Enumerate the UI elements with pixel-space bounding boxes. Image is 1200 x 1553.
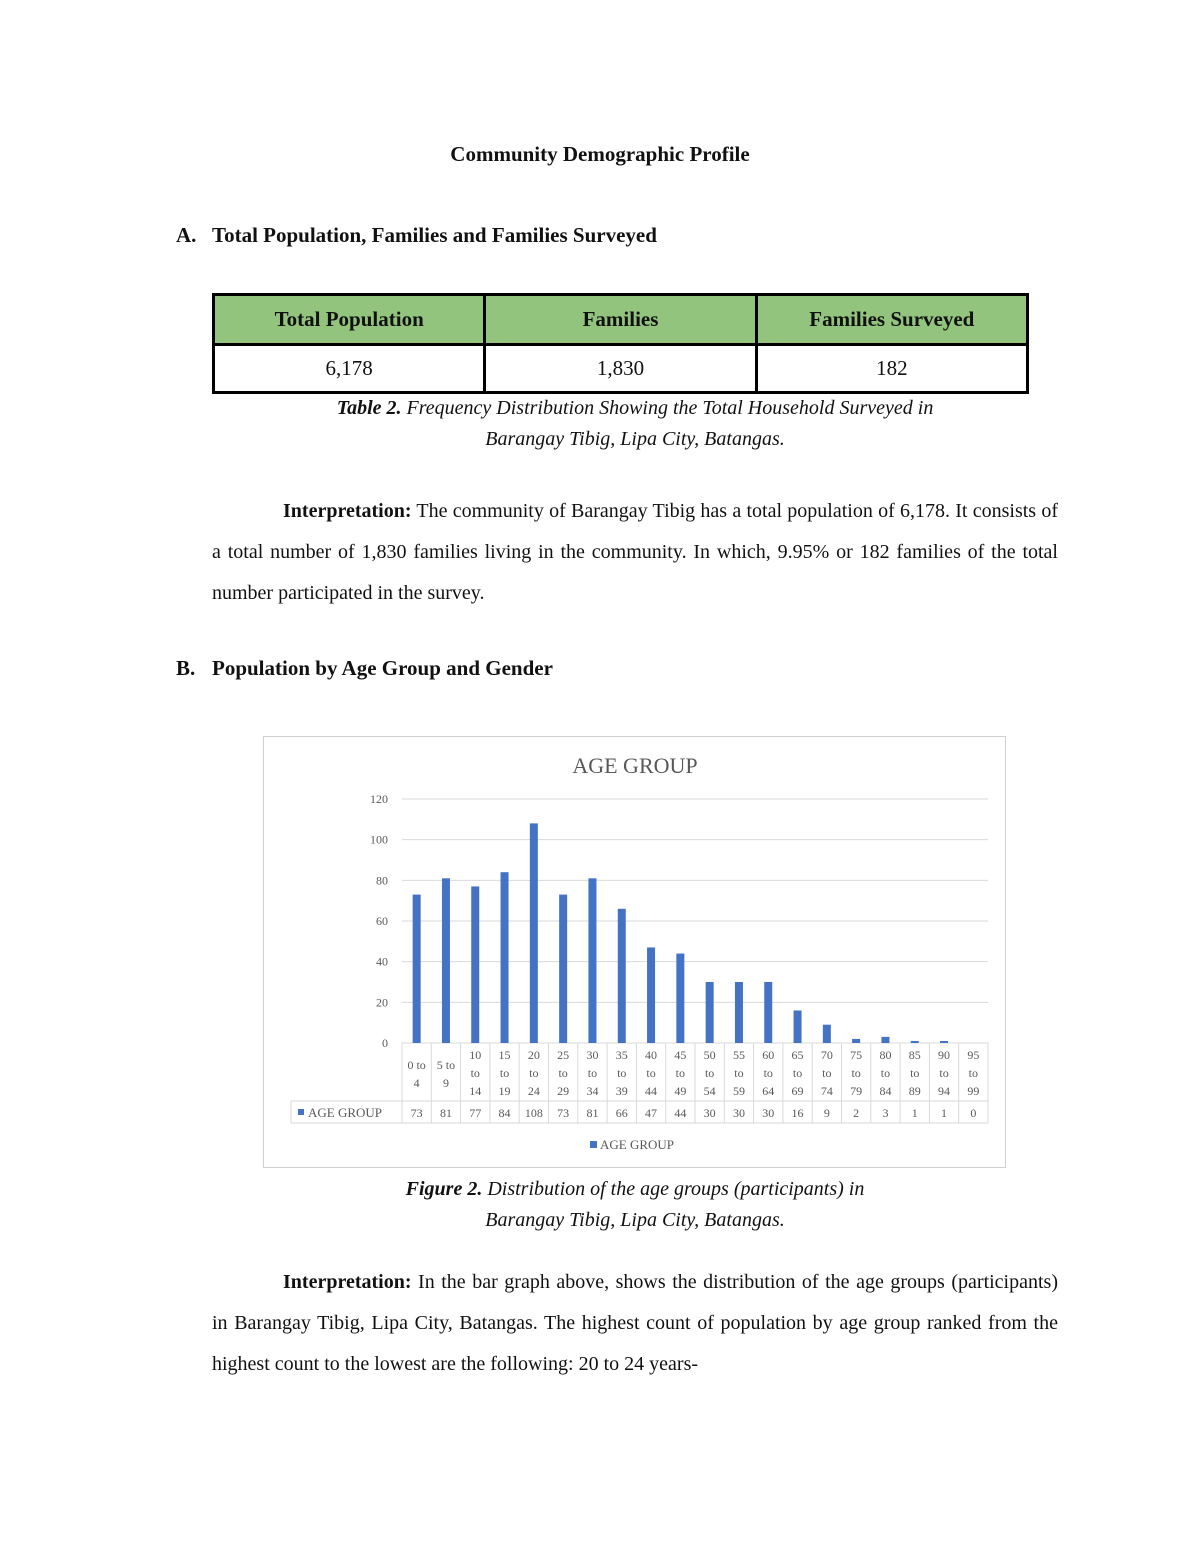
x-tick-label: to [646,1066,656,1080]
interpretation-paragraph-2 [212,1262,1058,1385]
figure-caption-line1: Distribution of the age groups (participants) in [482,1178,865,1200]
x-tick-label: 39 [615,1084,628,1098]
bar [940,1041,948,1043]
y-tick-label: 100 [370,832,388,847]
x-tick-label: 30 [586,1048,599,1062]
data-label: 1 [911,1106,918,1120]
bar [442,878,450,1043]
x-tick-label: to [851,1066,861,1080]
bar [706,982,714,1043]
x-tick-label: 54 [703,1084,716,1098]
x-tick-label: 79 [850,1084,863,1098]
figure-caption [0,1174,1200,1236]
section-a-heading [176,223,657,248]
x-tick-label: 35 [615,1048,628,1062]
x-tick-label: 10 [469,1048,482,1062]
table-series-label: AGE GROUP [308,1105,383,1120]
x-tick-label: 89 [908,1084,921,1098]
x-tick-label: 19 [498,1084,511,1098]
y-tick-label: 60 [376,914,388,928]
interpretation-label: Interpretation: [283,500,412,522]
bar [911,1041,919,1043]
x-tick-label: to [880,1066,891,1080]
legend-key-table [298,1109,304,1115]
x-tick-label: to [822,1066,832,1080]
bar [881,1037,889,1043]
bar [647,947,655,1043]
interpretation-text: In the bar graph above, shows the distribution of the age groups (participants) in Barangay Tibig, Lipa City, Batangas. The highest count of population by age group ranked from the highest count to the lowest are the following: 20 to 24 years- [212,1271,1058,1375]
x-tick-label: to [968,1066,979,1080]
x-tick-label: 94 [938,1084,951,1098]
x-tick-label: 20 [527,1048,540,1062]
x-tick-label: 69 [791,1084,804,1098]
data-label: 0 [970,1106,977,1120]
y-tick-label: 20 [376,995,388,1010]
section-b-title: Population by Age Group and Gender [212,656,553,680]
x-tick-label: 59 [732,1084,745,1098]
data-label: 73 [557,1106,570,1120]
data-label: 81 [586,1106,599,1120]
x-tick-label: 29 [557,1084,570,1098]
x-tick-label: 64 [762,1084,775,1098]
x-tick-label: 5 to [436,1058,456,1072]
header-families-surveyed: Families Surveyed [756,295,1027,345]
x-tick-label: 9 [442,1076,449,1090]
x-tick-label: to [558,1066,568,1080]
x-tick-label: 74 [820,1084,833,1098]
bar [735,982,743,1043]
x-tick-label: to [910,1066,920,1080]
section-b-letter: B. [176,656,196,680]
bar [588,878,596,1043]
data-label: 30 [732,1106,745,1120]
section-a-title: Total Population, Families and Families Surveyed [212,223,657,247]
x-tick-label: 45 [674,1048,687,1062]
bar [764,982,772,1043]
x-tick-label: 70 [820,1048,833,1062]
x-tick-label: 49 [674,1084,687,1098]
x-tick-label: 65 [791,1048,804,1062]
chart-title: AGE GROUP [572,753,698,778]
x-tick-label: to [939,1066,949,1080]
header-total-population: Total Population [214,295,485,345]
header-families: Families [485,295,756,345]
x-tick-label: 90 [938,1048,951,1062]
bar [559,895,567,1043]
x-tick-label: 15 [498,1048,511,1062]
table-caption-label: Table 2. [336,397,402,419]
x-tick-label: 95 [967,1048,980,1062]
section-b-heading [176,656,553,681]
x-tick-label: to [763,1066,773,1080]
data-label: 77 [469,1106,482,1120]
x-tick-label: 80 [879,1048,892,1062]
x-tick-label: to [617,1066,627,1080]
population-summary-table [212,293,1029,394]
table-caption-line2: Barangay Tibig, Lipa City, Batangas. [485,428,785,450]
x-tick-label: 25 [557,1048,570,1062]
x-tick-label: to [587,1066,598,1080]
data-label: 44 [674,1106,687,1120]
x-tick-label: 14 [469,1084,482,1098]
data-label: 84 [498,1106,511,1120]
x-tick-label: 84 [879,1084,892,1098]
x-tick-label: to [675,1066,686,1080]
x-tick-label: to [470,1066,480,1080]
x-tick-label: 34 [586,1084,599,1098]
data-label: 1 [941,1106,948,1120]
bar [530,823,538,1043]
data-label: 73 [410,1106,423,1120]
bar [413,895,421,1043]
x-tick-label: 4 [413,1076,420,1090]
interpretation-text: The community of Barangay Tibig has a total population of 6,178. It consists of a total number of 1,830 families living in the community. In which, 9.95% or 182 families of the total number participated in the survey. [212,500,1058,604]
x-tick-label: 50 [703,1048,716,1062]
value-families: 1,830 [485,345,756,393]
x-tick-label: 44 [645,1084,658,1098]
legend-key [590,1141,597,1148]
data-label: 66 [615,1106,628,1120]
x-tick-label: to [734,1066,744,1080]
data-label: 30 [762,1106,775,1120]
figure-caption-label: Figure 2. [405,1178,483,1200]
bar [471,886,479,1043]
value-families-surveyed: 182 [756,345,1027,393]
data-label: 81 [439,1106,452,1120]
x-tick-label: 85 [908,1048,921,1062]
bar [852,1039,860,1043]
section-a-letter: A. [176,223,197,247]
interpretation-label: Interpretation: [283,1271,412,1293]
legend-label: AGE GROUP [600,1137,675,1152]
bar [823,1025,831,1043]
age-group-chart-svg [264,737,1007,1169]
data-label: 47 [645,1106,658,1120]
x-tick-label: 24 [527,1084,540,1098]
x-tick-label: to [529,1066,539,1080]
x-tick-label: 40 [645,1048,658,1062]
y-tick-label: 40 [376,954,388,969]
x-tick-label: 60 [762,1048,775,1062]
x-tick-label: to [792,1066,803,1080]
bar [618,909,626,1043]
data-label: 3 [882,1106,889,1120]
data-label: 108 [524,1106,543,1120]
age-group-chart [263,736,1006,1168]
table-caption-line1: Frequency Distribution Showing the Total Household Surveyed in [401,397,934,419]
y-tick-label: 120 [370,792,388,806]
value-total-population: 6,178 [214,345,485,393]
table-caption [0,393,1200,455]
x-tick-label: to [499,1066,510,1080]
y-tick-label: 80 [376,873,388,888]
y-tick-label: 0 [382,1036,388,1050]
x-tick-label: 75 [850,1048,863,1062]
bar [676,954,684,1043]
x-tick-label: 0 to [407,1058,426,1072]
data-label: 16 [791,1106,804,1120]
data-label: 2 [853,1106,860,1120]
figure-caption-line2: Barangay Tibig, Lipa City, Batangas. [485,1209,785,1231]
x-tick-label: to [704,1066,715,1080]
x-tick-label: 55 [732,1048,745,1062]
interpretation-paragraph-1 [212,491,1058,614]
data-label: 30 [703,1106,716,1120]
x-tick-label: 99 [967,1084,980,1098]
page-title: Community Demographic Profile [450,142,750,166]
bar [794,1010,802,1043]
data-label: 9 [823,1106,830,1120]
bar [501,872,509,1043]
